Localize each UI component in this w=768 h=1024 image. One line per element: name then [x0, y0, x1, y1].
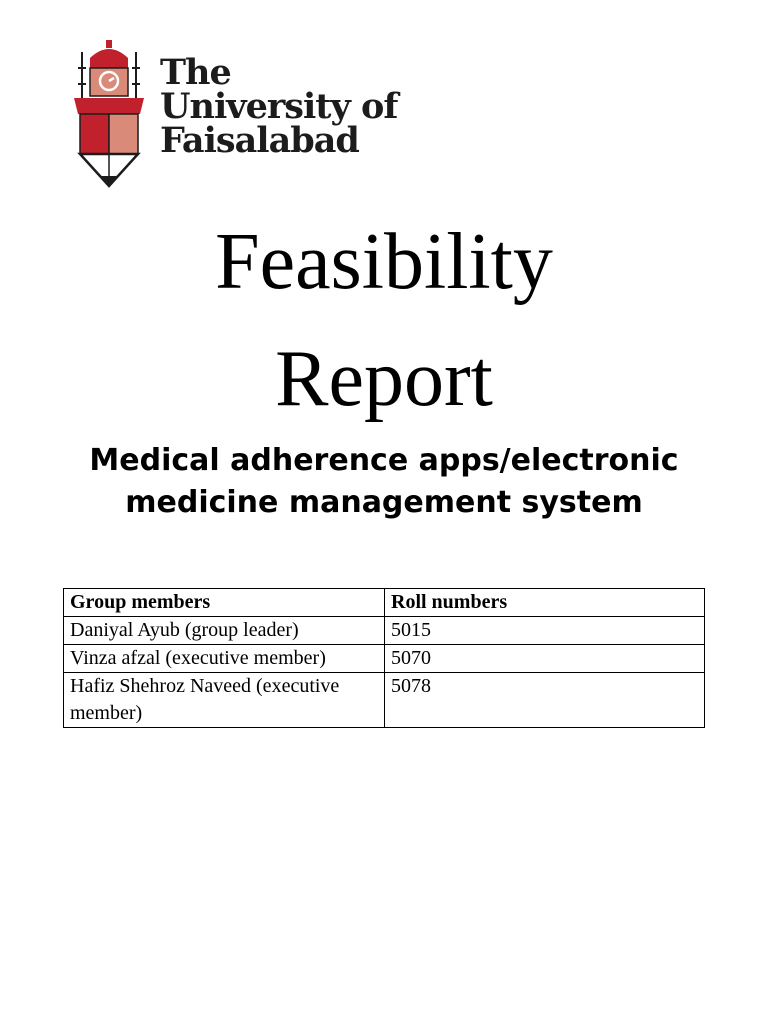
title-line-1: Feasibility [215, 218, 553, 306]
title-line-2: Report [275, 335, 493, 423]
header-group-members: Group members [64, 589, 385, 617]
table-row [64, 673, 705, 728]
roll-number-cell: 5015 [385, 617, 705, 645]
roll-number-cell: 5070 [385, 645, 705, 673]
table-row [64, 617, 705, 645]
member-name-cell: Daniyal Ayub (group leader) [64, 617, 385, 645]
logo-line-1: The [160, 52, 231, 93]
logo-line-2: University of [160, 86, 398, 127]
header-roll-numbers: Roll numbers [385, 589, 705, 617]
table-header-row [64, 589, 705, 617]
roll-number-cell: 5078 [385, 673, 705, 728]
table-row [64, 645, 705, 673]
report-title [0, 204, 768, 438]
university-crest-icon [72, 38, 146, 188]
report-subtitle [60, 440, 708, 524]
subtitle-line-1: Medical adherence apps/electronic [89, 443, 679, 478]
university-name [160, 52, 398, 161]
subtitle-line-2: medicine management system [125, 485, 643, 520]
group-members-table [63, 588, 705, 728]
university-logo [72, 38, 412, 190]
member-name-cell: Vinza afzal (executive member) [64, 645, 385, 673]
logo-line-3: Faisalabad [160, 120, 359, 161]
member-name-cell: Hafiz Shehroz Naveed (executive member) [64, 673, 385, 728]
